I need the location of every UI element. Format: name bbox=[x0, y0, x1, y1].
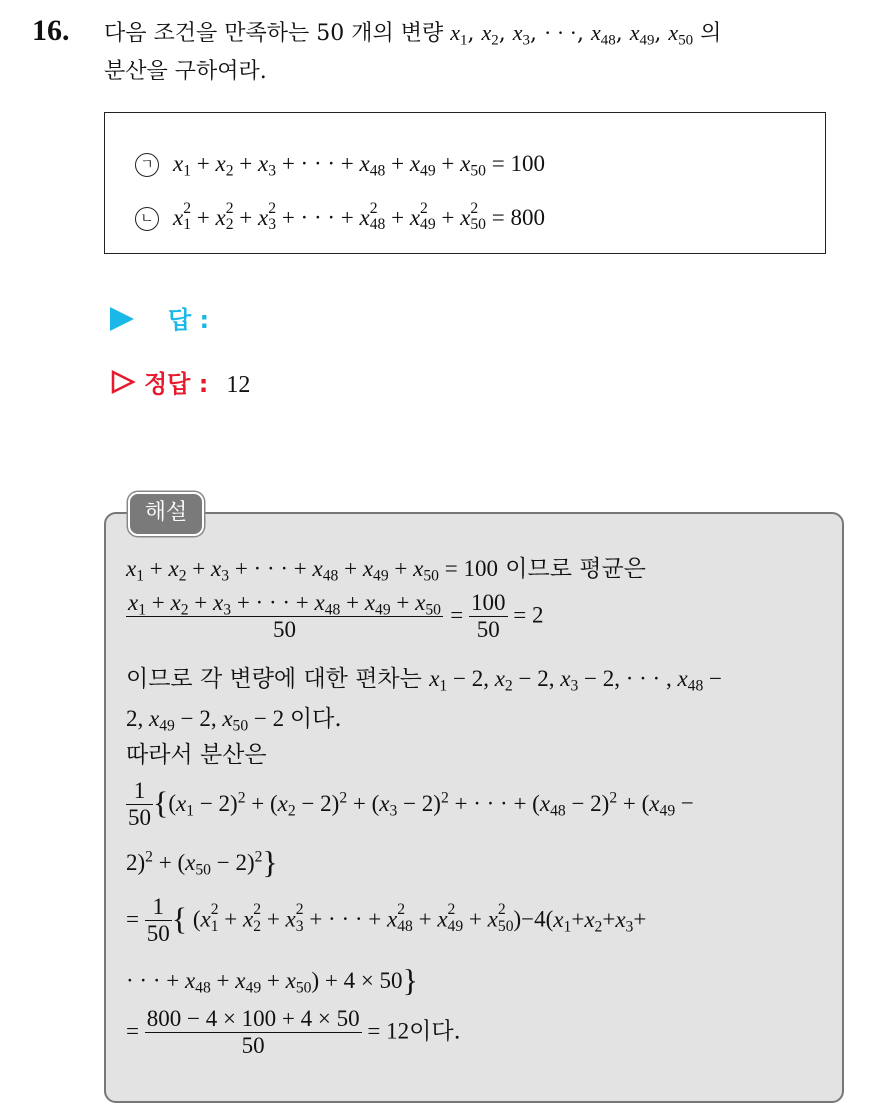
explanation-variance-line-1: $\frac{1}{50}$ {$(x_1 - 2)^2 + (x_2 - 2)^2 + (x_3 - 2)^2$ + · · · + $(x_{48} - 2)^2 + (x_{49}$ − bbox=[128, 778, 694, 830]
answer-row bbox=[110, 300, 209, 335]
play-triangle-icon bbox=[110, 307, 134, 331]
condition-1-rhs: = 100 bbox=[491, 151, 545, 176]
explanation-line-5: 따라서 분산은 bbox=[126, 742, 267, 768]
condition-1-marker: ㄱ bbox=[135, 153, 159, 177]
explanation-final-line: = $\frac{800 - 4 \times 100 + 4 \times 50}{50}$ = 12이다. bbox=[126, 1006, 461, 1058]
explanation-mean-formula: $\frac{x_1 + x_2 + x_3 + \cdot \cdot \cdot + x_{48} + x_{49} + x_{50}}{50}$ = $\frac{100}{50}$ = 2 bbox=[128, 590, 544, 642]
correct-answer-value: 12 bbox=[226, 372, 251, 398]
explanation-line-3: 이므로 각 변량에 대한 편차는 $x_1 - 2$, $x_2 - 2$, $x_3 - 2$, · · · , $x_{48}$ − bbox=[126, 666, 723, 695]
explanation-line-1: $x_1 + x_2 + x_3$ + · · · + $x_{48} + x_{49} + x_{50} = 100$ 이므로 평균은 bbox=[126, 556, 646, 585]
explanation-line-4: 2, $x_{49} - 2$, $x_{50} - 2$ 이다. bbox=[126, 706, 342, 735]
question-number: 16. bbox=[32, 14, 70, 47]
condition-2-rhs: = 800 bbox=[491, 205, 545, 230]
explanation-variance-line-3: = $\frac{1}{50}$ { (x 2 1 + x 2 2 + x 2 3 + · · · + x 2 48 + x 2 49 + x 2 $50)-4(x_1+x_2+x_3+$ bbox=[126, 894, 647, 946]
question-line2: 분산을 구하여라. bbox=[104, 59, 267, 84]
explanation-variance-line-4: · · · + $x_{48} + x_{49} + x_{50}) + 4 \times 50$} bbox=[126, 962, 418, 998]
correct-answer-row bbox=[110, 364, 250, 399]
question-suffix: 의 bbox=[700, 21, 722, 46]
correct-answer-label: 정답 : bbox=[144, 370, 209, 398]
outline-triangle-icon bbox=[110, 369, 136, 395]
question-prefix: 다음 조건을 만족하는 50 개의 변량 bbox=[104, 21, 444, 46]
condition-1: ㄱ $x_1 + x_2 + x_3$ + · · · + $x_{48} + x_{49} + x_{50} = 100$ bbox=[135, 151, 545, 177]
answer-label: 답 : bbox=[168, 306, 210, 334]
question-text: 다음 조건을 만족하는 50 개의 변량 $x_1$, $x_2$, $x_3$, · · ·, $x_{48}$, $x_{49}$, $x_{50}$ 의 분산을 구하여라. bbox=[104, 20, 722, 84]
condition-2-marker: ㄴ bbox=[135, 207, 159, 231]
conditions-box bbox=[104, 112, 826, 254]
condition-2: ㄴ x 2 1 + x 2 2 + x 2 3 + · · · + x 2 48 + x 2 49 + x 2 50 = 800 bbox=[135, 205, 545, 231]
explanation-tag: 해설 bbox=[128, 492, 204, 536]
explanation-variance-line-2: $2)^2 + (x_{50} - 2)^2$} bbox=[126, 844, 278, 880]
